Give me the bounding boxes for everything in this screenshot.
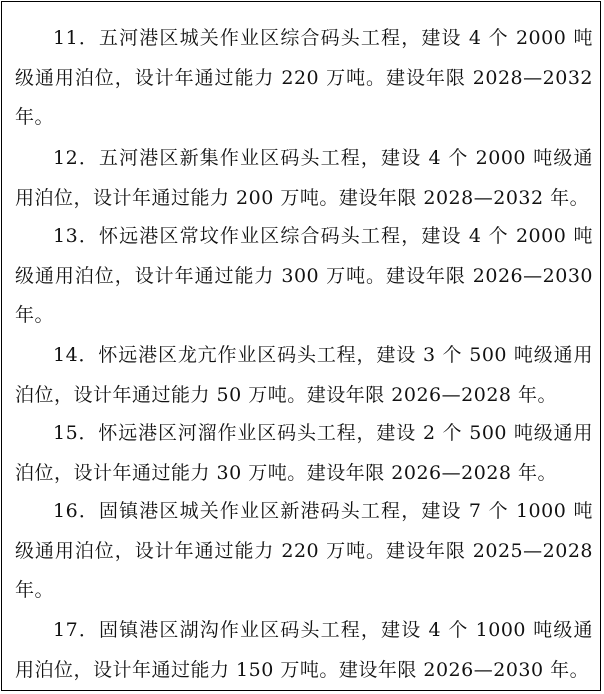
item-14: 14．怀远港区龙亢作业区码头工程，建设 3 个 500 吨级通用泊位，设计年通过能力 50 万吨。建设年限 2026—2028 年。	[15, 344, 593, 406]
item-16: 16．固镇港区城关作业区新港码头工程，建设 7 个 1000 吨级通用泊位，设计年通过能力 220 万吨。建设年限 2025—2028 年。	[15, 500, 593, 601]
item-12: 12．五河港区新集作业区码头工程，建设 4 个 2000 吨级通用泊位，设计年通过能力 200 万吨。建设年限 2028—2032 年。	[15, 147, 593, 209]
item-11: 11．五河港区城关作业区综合码头工程，建设 4 个 2000 吨级通用泊位，设计年通过能力 220 万吨。建设年限 2028—2032 年。	[15, 27, 593, 128]
item-15: 15．怀远港区河溜作业区码头工程，建设 2 个 500 吨级通用泊位，设计年通过能力 30 万吨。建设年限 2026—2028 年。	[15, 422, 593, 484]
document-frame	[1, 1, 601, 691]
item-13: 13．怀远港区常坟作业区综合码头工程，建设 4 个 2000 吨级通用泊位，设计年通过能力 300 万吨。建设年限 2026—2030 年。	[15, 225, 593, 326]
item-17: 17．固镇港区湖沟作业区码头工程，建设 4 个 1000 吨级通用泊位，设计年通过能力 150 万吨。建设年限 2026—2030 年。	[15, 619, 593, 681]
